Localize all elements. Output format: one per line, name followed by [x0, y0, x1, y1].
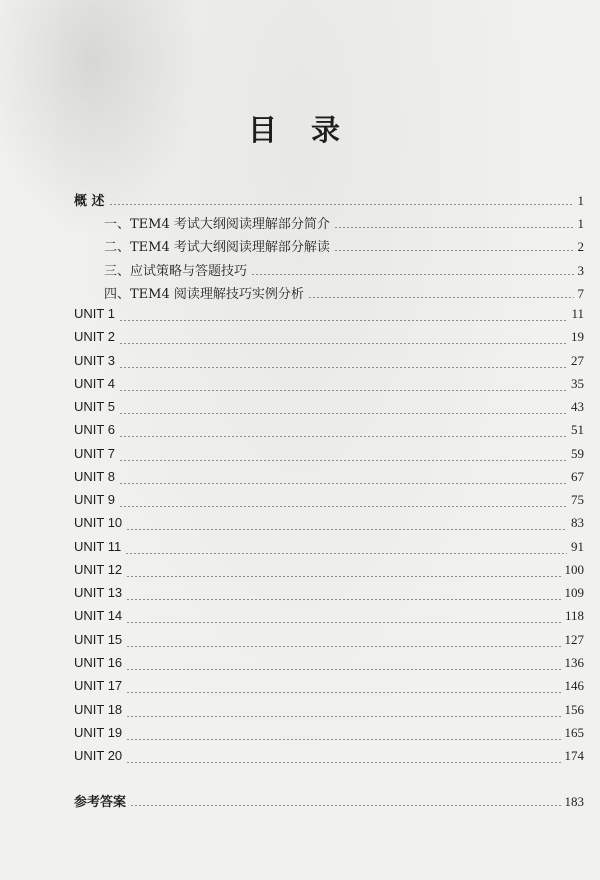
toc-entry-unit-9	[74, 492, 584, 512]
toc-entry-page: 7	[577, 286, 584, 301]
toc-entry-page: 59	[571, 446, 584, 461]
toc-entry-page: 91	[571, 539, 584, 554]
toc-entry-page: 165	[564, 725, 584, 740]
dot-leader	[119, 483, 567, 484]
dot-leader	[119, 413, 567, 414]
dot-leader	[119, 506, 567, 507]
toc-entry-label: UNIT 15	[74, 632, 123, 647]
toc-entry-label: UNIT 3	[74, 353, 115, 368]
toc-entry-page: 67	[571, 469, 584, 484]
toc-entry-label: UNIT 19	[74, 725, 123, 740]
toc-entry-unit-5	[74, 399, 584, 419]
toc-entry-page: 1	[577, 193, 584, 208]
toc-entry-label: UNIT 8	[74, 469, 115, 484]
dot-leader	[125, 553, 567, 554]
toc-entry-unit-10	[74, 515, 584, 535]
dot-leader	[119, 436, 567, 437]
toc-entry-page: 146	[564, 678, 584, 693]
toc-entry-page: 156	[564, 702, 584, 717]
toc-entry-page: 27	[571, 353, 584, 368]
toc-entry-unit-7	[74, 446, 584, 466]
toc-entry-unit-16	[74, 655, 584, 675]
dot-leader	[119, 390, 567, 391]
dot-leader	[251, 274, 573, 275]
toc-entry-overview	[74, 190, 584, 210]
toc-entry-label: UNIT 4	[74, 376, 115, 391]
dot-leader	[119, 367, 567, 368]
dot-leader	[109, 204, 574, 205]
toc-entry-unit-12	[74, 562, 584, 582]
toc-entry-page: 183	[564, 794, 584, 809]
toc-entry-unit-8	[74, 469, 584, 489]
toc-entry-label: UNIT 10	[74, 515, 123, 530]
toc-entry-unit-11	[74, 539, 584, 559]
dot-leader	[126, 529, 567, 530]
toc-entry-label: 参考答案	[74, 795, 127, 810]
dot-leader	[126, 739, 560, 740]
toc-entry-unit-14	[74, 608, 584, 628]
toc-entry-page: 19	[571, 329, 584, 344]
toc-entry-label: UNIT 14	[74, 608, 123, 623]
toc-entry-page: 43	[571, 399, 584, 414]
toc-entry-label: UNIT 20	[74, 748, 123, 763]
toc-entry-label: UNIT 1	[74, 306, 115, 321]
toc-entry-label: 三、应试策略与答题技巧	[104, 264, 248, 279]
dot-leader	[126, 716, 560, 717]
dot-leader	[130, 805, 560, 806]
toc-entry-unit-19	[74, 725, 584, 745]
toc-entry-label: UNIT 17	[74, 678, 123, 693]
toc-entry-page: 127	[564, 632, 584, 647]
toc-entry-label: UNIT 5	[74, 399, 115, 414]
toc-entry-label: 二、TEM4 考试大纲阅读理解部分解读	[104, 240, 330, 255]
toc-entry-label: UNIT 7	[74, 446, 115, 461]
dot-leader	[126, 646, 560, 647]
dot-leader	[119, 460, 567, 461]
dot-leader	[334, 250, 574, 251]
toc-entry-page: 174	[564, 748, 584, 763]
toc-entry-label: UNIT 11	[74, 539, 122, 554]
toc-entry-page: 118	[564, 608, 584, 623]
page-title: 目 录	[247, 113, 353, 147]
dot-leader	[126, 692, 560, 693]
dot-leader	[126, 762, 560, 763]
toc-entry-page: 35	[571, 376, 584, 391]
toc-entry-page: 51	[571, 422, 584, 437]
dot-leader	[126, 669, 560, 670]
toc-entry-label: 概 述	[74, 194, 105, 209]
dot-leader	[126, 599, 560, 600]
toc-entry-page: 1	[577, 216, 584, 231]
dot-leader	[126, 576, 560, 577]
toc-entry-label: UNIT 9	[74, 492, 115, 507]
toc-entry-unit-2	[74, 329, 584, 349]
toc-entry-answers	[74, 791, 584, 811]
toc-entry-page: 83	[571, 515, 584, 530]
dot-leader	[334, 227, 574, 228]
toc-entry-unit-13	[74, 585, 584, 605]
toc-entry-label: UNIT 18	[74, 702, 123, 717]
toc-entry-label: UNIT 13	[74, 585, 123, 600]
toc-entry-unit-1	[74, 306, 584, 326]
toc-entry-label: UNIT 12	[74, 562, 123, 577]
toc-entry-page: 11	[571, 306, 584, 321]
toc-entry-label: UNIT 6	[74, 422, 115, 437]
dot-leader	[119, 320, 568, 321]
dot-leader	[119, 343, 567, 344]
toc-entry-unit-3	[74, 353, 584, 373]
toc-entry-label: 一、TEM4 考试大纲阅读理解部分简介	[104, 217, 330, 232]
toc-entry-section-2	[104, 236, 584, 256]
toc-entry-unit-17	[74, 678, 584, 698]
toc-entry-page: 100	[564, 562, 584, 577]
toc-entry-unit-6	[74, 422, 584, 442]
toc-entry-page: 136	[564, 655, 584, 670]
toc-entry-page: 3	[577, 263, 584, 278]
toc-entry-page: 109	[564, 585, 584, 600]
toc-entry-page: 75	[571, 492, 584, 507]
toc-entry-section-4	[104, 283, 584, 303]
toc-entry-unit-18	[74, 702, 584, 722]
toc-entry-section-3	[104, 260, 584, 280]
dot-leader	[308, 297, 574, 298]
toc-entry-unit-4	[74, 376, 584, 396]
toc-entry-section-1	[104, 213, 584, 233]
toc-entry-unit-20	[74, 748, 584, 768]
toc-entry-page: 2	[577, 239, 584, 254]
toc-entry-label: UNIT 16	[74, 655, 123, 670]
toc-entry-label: 四、TEM4 阅读理解技巧实例分析	[104, 287, 304, 302]
toc-entry-label: UNIT 2	[74, 329, 115, 344]
dot-leader	[126, 622, 561, 623]
toc-entry-unit-15	[74, 632, 584, 652]
